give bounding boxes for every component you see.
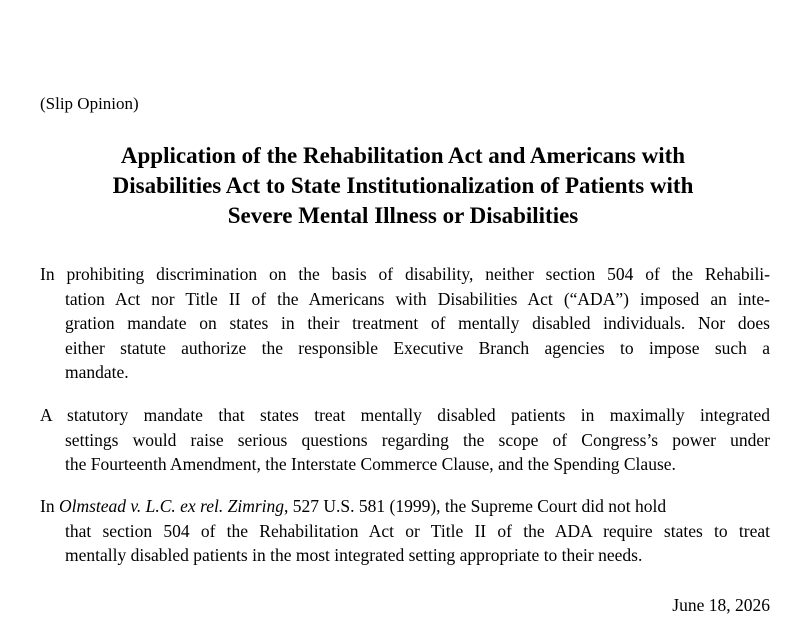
- paragraph-line: mentally disabled patients in the most integrated setting appropriate to their needs.: [65, 545, 643, 566]
- case-citation-name: Olmstead v. L.C. ex rel. Zimring: [58, 496, 285, 516]
- opinion-title: [40, 141, 766, 231]
- title-line: Disabilities Act to State Institutionalization of Patients with: [112, 173, 694, 198]
- paragraph-line: [40, 494, 770, 519]
- paragraph-line: settings would raise serious questions regarding the scope of Congress’s power under: [65, 429, 770, 450]
- paragraph-line: the Fourteenth Amendment, the Interstate Commerce Clause, and the Spending Clause.: [65, 454, 676, 475]
- summary-paragraph-3: [40, 494, 770, 568]
- slip-opinion-label: (Slip Opinion): [40, 94, 139, 113]
- paragraph-line: gration mandate on states in their treatment of mentally disabled individuals. Nor does: [65, 313, 770, 334]
- paragraph-line: In prohibiting discrimination on the basis of disability, neither section 504 of the Rehabili-: [40, 264, 770, 284]
- opinion-date: June 18, 2026: [672, 595, 770, 615]
- paragraph-line: either statute authorize the responsible Executive Branch agencies to impose such a: [65, 337, 770, 358]
- paragraph-line: tation Act nor Title II of the Americans with Disabilities Act (“ADA”) imposed an inte-: [65, 288, 770, 309]
- paragraph-line: A statutory mandate that states treat mentally disabled patients in maximally integrated: [40, 405, 770, 425]
- paragraph-line: that section 504 of the Rehabilitation Act or Title II of the ADA require states to treat: [65, 520, 770, 541]
- line-suffix: , 527 U.S. 581 (1999), the Supreme Court did not hold: [284, 496, 667, 516]
- line-prefix: In: [40, 496, 59, 516]
- paragraph-line: mandate.: [65, 362, 129, 383]
- title-line: Application of the Rehabilitation Act and Americans with: [120, 143, 686, 168]
- title-line: Severe Mental Illness or Disabilities: [227, 203, 579, 228]
- summary-paragraph-2: [40, 403, 770, 477]
- summary-paragraph-1: [40, 262, 770, 385]
